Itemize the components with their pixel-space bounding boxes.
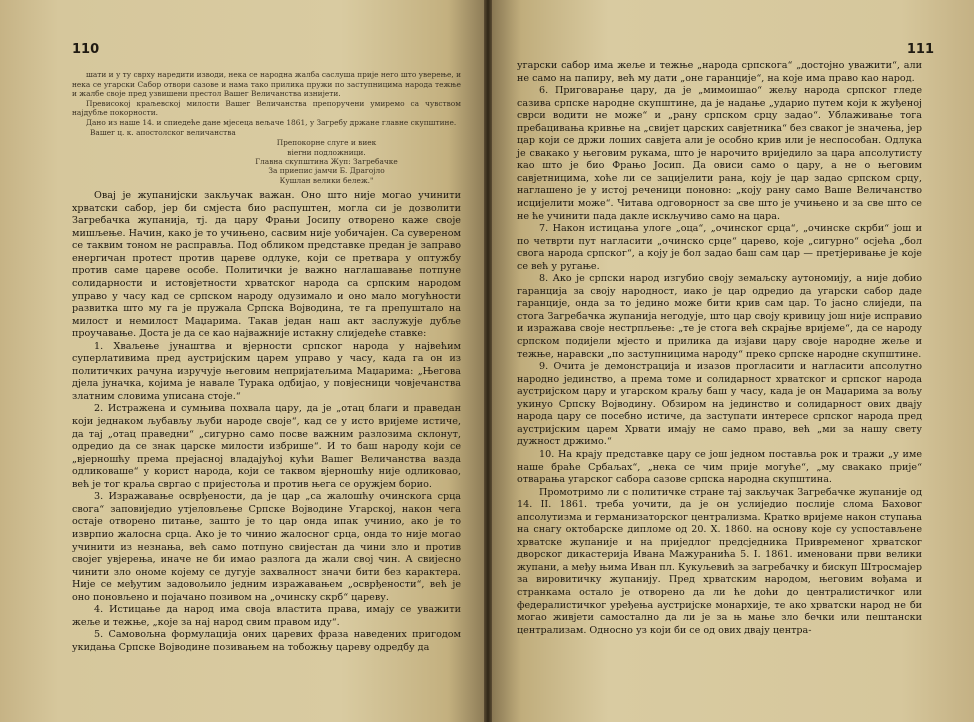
- quoted-paragraph: шати и у ту сврху наредити изводи, нека се народна жалба саслуша прије него што уверење, и нека се угарски Сабор отвори сазове и нама тако прилика пружи по заступницима народа тежње и жалбе своје пред узвишени престол Вашег Величанства изнијети.: [72, 70, 461, 99]
- signature-line: вierни подложници.: [287, 147, 366, 157]
- body-paragraph: Овај је жупанијски закључак важан. Оно што није могао учинити хрватски сабор, јер би смјеста био распуштен, могла си је дозволити Загребачка жупанија, тј. да цару Фрањи Јосипу отворено каже своје мишљење. Начин, како је то учињено, сасвим није уобичајен. Са сувереном се таквим тоном не расправља. Под обликом представке предан је заправо енергичан протест против цареве одлуке, који се претвара у оптужбу против саме цареве особе. Политички је важно наглашавање потпуне солидарности и истовјетности хрватског народа са српским народом управо у часу кад се српском народу одузимало и оно мало могућности развитка што му га је пружала Српска Војводина, те га препуштало на милост и немилост Маџарима. Такав један наш акт заслужује дубље проучавање. Доста је да се као најважније истакну слиједеће ставке:: [72, 190, 461, 340]
- signature-line: Препокорне слуге и виек: [276, 138, 377, 148]
- signature-line: Главна скупштина Жуп: Загребачке: [255, 156, 398, 166]
- quoted-paragraph: Дано из наше 14. и спиедеће дане мјесеца вељаче 1861, у Загребу држане главне скупштине.: [86, 117, 457, 127]
- left-page-number: 110: [72, 42, 100, 57]
- quoted-paragraph: Превисокој краљевској милости Вашег Величанства препоручени умиремо са чувством најдубље покорности.: [72, 98, 461, 118]
- body-paragraph: Промотримо ли с политичке стране тај закључак Загребачке жупаније од 14. II. 1861. треба уочити, да је он услиједио послије слома Баховог апсолутизма и германизаторског централизма. Кратко вријеме након ступања на снагу октобарске дипломе од 20. X. 1860. на основу које су успостављене хрватске жупаније и на приједлог предсједника Привременог хрватског дворског дикастерија Ивана Мажуранића 5. I. 1861. именовани први велики жупани, а међу њима Иван пл. Кукуљевић за загребачку и бискуп Штросмајер за вировитичку жупанију. Пред хрватским народом, његовим вођама и странкама остало је отворено да ли ће доћи до централистичког или федералистичког уређења аустријске монархије, те ако хрватски народ не би могао живјети самостално да ли је за њ мање зло бечки или пештански централизам. Односно уз који би се од ових двају центра-: [517, 486, 922, 636]
- quoted-address: Вашег ц. к. апостолског величанства: [90, 127, 236, 137]
- signature-line: Кушлан велики бележ.": [279, 175, 374, 185]
- left-quoted-document: [72, 70, 461, 137]
- body-paragraph: 10. На крају представке цару се још једном поставља рок и тражи „у име наше браће Србаљах“, „нека се чим прије могуће“, „му свакако прије“ отварања угарског сабора сазове српска народна скупштина.: [517, 448, 922, 486]
- body-paragraph: 3. Изражавање осврђености, да је цар „са жалошћу очинскога срца свога“ заповиједио утјеловљење Српске Војводине Угарској, након чега остаје отворено питање, зашто је то цар онда ипак учинио, ако је то изврпио жалосна срца. Ако је то чинио жалосног срца, онда то није могао учинити из незнања, већ само потпуно свијестан да чини зло и против својег увјерења, иначе не би имао разлога да жали свој чин. А свијесно чинити зло ономе којему се дугује захвалност значи бити без карактера. Није се међутим задовољило једним изражавањем „осврђености“, већ је оно поновљено и појачано позивом на „очинску скрб“ цареву.: [72, 491, 461, 603]
- body-paragraph: 9. Очита је демонстрација и изазов прогласити и нагласити апсолутно народно јединство, а према томе и солидарност хрватског и српског народа аустријском цару и угарском краљу баш у часу, када је он Маџарима за вољу укинуо Српску Војводину. Обзиром на јединство и солидарност ових двају народа цару се посебно истиче, да заступати интересе српског народа пред аустријским царем Хрвати имају не само право, већ „ми за нашу свету дужност држимо.“: [517, 361, 922, 448]
- body-paragraph: 8. Ако је српски народ изгубио своју земаљску аутономију, а није добио гаранција за своју народност, иако је цар одредио да угарски сабор даде гаранције, онда за то једино може бити крив сам цар. То јасно слиједи, па стога Загребачка жупанија негодује, што цар своју кривицу још није исправио и изражава своје нестрпљење: „те је стога већ скрајње вријеме“, да се народу српском подијели мјесто и прилика да изјави цару своје народне жеље и тежње, наравски „по заступницима народу“ преко српске народне скупштине.: [517, 273, 922, 360]
- right-page: [487, 0, 974, 722]
- signature-block: [72, 138, 461, 185]
- body-paragraph: 2. Истражена и сумњива похвала цару, да је „отац благи и праведан који једнаком љубављу љуби народе своје“, кад се у исто вријеме истиче, да тај „отац праведни“ „сигурно само посве важним разлозима склонут, одредио да се знак царске милости избрише“. И то баш народу који се „вјерношћу према прејасној владајућој кући Вашег Величанства вазда одликоваше“ у корист народа, који се таквом вјерношћу није одликовао, већ је тог краља свргао с пријестоља и против њега се оружјем борио.: [72, 403, 461, 490]
- right-page-number: 111: [906, 42, 934, 57]
- body-paragraph: 1. Хваљење јунаштва и вјерности српског народа у највећим суперлативима пред аустријским царем управо у часу, када га он из политичких рачуна изручује његовим непријатељима Маџарима: „Његова дјела јуначка, којима је навале Турака одбијао, у повјесници човјечанства златним словима уписана стоје.“: [72, 340, 461, 402]
- body-paragraph: 7. Након истицања улоге „оца“, „очинског срца“, „очинске скрби“ још и по четврти пут нагласити „очинско срце“ царево, које „сигурно“ осјећа „бол свога народа српског“, а коју је бол задао баш сам цар — претјеривање је које се већ у ругање.: [517, 223, 922, 272]
- body-paragraph: 5. Самовољна формулација оних царевих фраза наведених пригодом укидања Српске Војводине позивањем на тобожњу цареву одредбу да: [72, 629, 461, 653]
- body-paragraph-continued: угарски сабор има жеље и тежње „народа српскога“ „достојно уважити“, али не само на папиру, већ му дати „оне гаранције“, на које има право као народ.: [517, 60, 922, 84]
- book-gutter: [484, 0, 492, 722]
- body-paragraph: 6. Приговарање цару, да је „мимоишао“ жељу народа српског гледе сазива српске народне скупштине, да је надање „ударио путем који к жуђеној сврси водити не може“ и „рану српском срцу задао“. Ублаживање тога пребацивања кривње на „свијет царских савјетника“ без сваког је значења, јер цар који се држи лоших савјета али је особно крив или је неспособан. Одлука је свакако у његовим рукама, што је нарочито вриједило за царa апсолутисту као што је био Фрањо Јосип. Да овиси само о цару, а не о његовим савјетницима, хоће ли се зацијелити рана, коју је цар задао српском срцу, наглашено је у истој реченици поновно: „коју рану само Ваше Величанство исцијелити може“. Читава одговорност за све што је учињено и за све што се не ће учинити пада дакле искључиво само на цара.: [517, 85, 922, 222]
- signature-line: За приепис јамчи Б. Драгојло: [268, 166, 385, 176]
- left-body-text: [72, 190, 461, 654]
- body-paragraph: 4. Истицање да народ има своја властита права, имају се уважити жеље и тежње, „које за нај народ свим правом иду“.: [72, 604, 461, 628]
- right-body-text: [517, 60, 922, 637]
